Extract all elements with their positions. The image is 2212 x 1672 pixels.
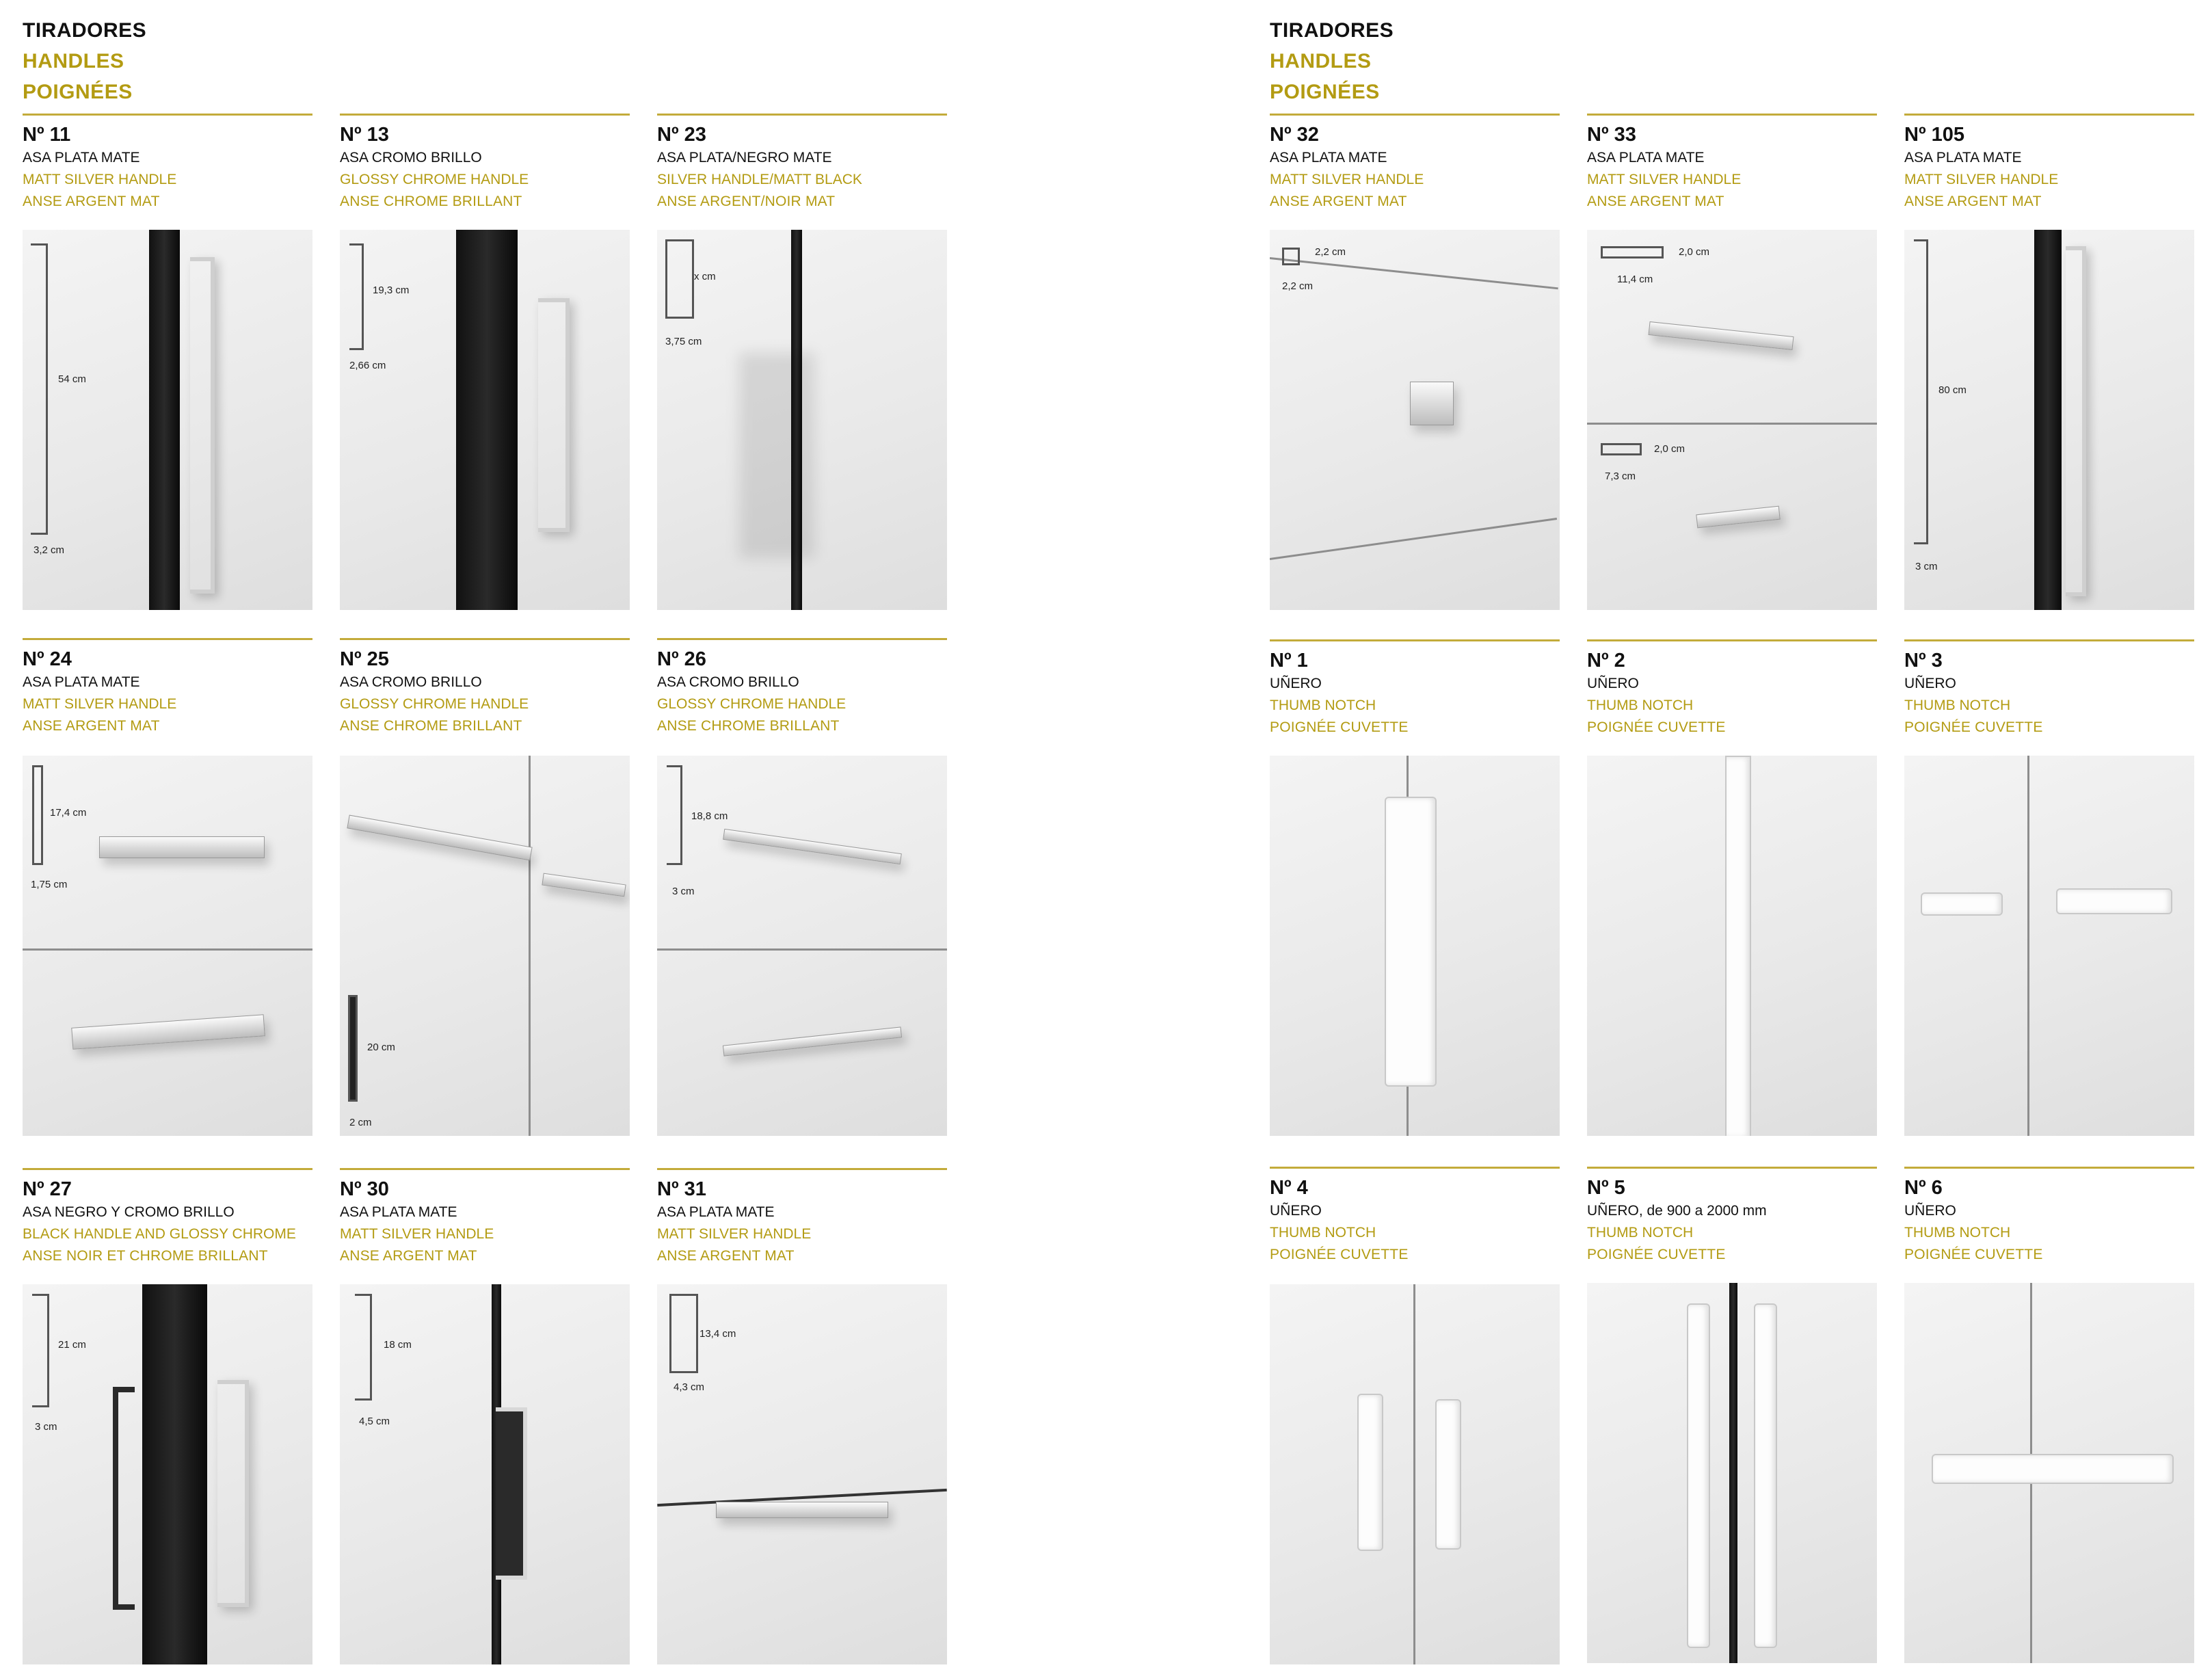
knob-illustration: [1410, 382, 1454, 425]
card-name-fr: POIGNÉE CUVETTE: [1270, 719, 1409, 735]
card-name-en: MATT SILVER HANDLE: [23, 696, 177, 712]
dimension-diagram: [1601, 443, 1642, 455]
card-name-fr: POIGNÉE CUVETTE: [1587, 1247, 1726, 1262]
left-header: [23, 15, 146, 107]
card-number: Nº 32: [1270, 124, 1319, 146]
card-number: Nº 33: [1587, 124, 1636, 146]
card-rule: [1587, 1167, 1877, 1169]
card-name-fr: ANSE NOIR ET CHROME BRILLANT: [23, 1248, 268, 1264]
card-rule: [1270, 639, 1560, 641]
card-rule: [657, 114, 947, 116]
card-n24: [23, 638, 312, 737]
dimension-diagram: [348, 995, 358, 1102]
card-number: Nº 5: [1587, 1177, 1625, 1199]
dim-length: 80 cm: [1938, 384, 1967, 396]
card-number: Nº 6: [1904, 1177, 1943, 1199]
dim-width: 4,3 cm: [674, 1381, 705, 1393]
glass-door-edge: [149, 230, 180, 610]
card-name-en: THUMB NOTCH: [1587, 698, 1694, 713]
photo-n32: [1270, 230, 1560, 610]
card-name-en: SILVER HANDLE/MATT BLACK: [657, 172, 862, 187]
header-fr: POIGNÉES: [1270, 81, 1380, 103]
dim-width: 4,5 cm: [359, 1416, 390, 1427]
dim-height-bottom: 2,0 cm: [1654, 443, 1685, 455]
dim-length: 18,8 cm: [691, 810, 728, 822]
dimension-diagram: [355, 1294, 372, 1401]
chrome-handle: [217, 1380, 249, 1607]
card-name-es: ASA PLATA MATE: [23, 150, 140, 165]
handle-illustration: [347, 815, 532, 861]
photo-n5: [1587, 1283, 1877, 1663]
photo-n13: [340, 230, 630, 610]
right-page: [1270, 0, 2212, 1672]
card-rule: [340, 1168, 630, 1170]
card-name-fr: POIGNÉE CUVETTE: [1904, 1247, 2043, 1262]
dimension-diagram: [349, 243, 364, 350]
dim-length: 19,3 cm: [373, 284, 410, 296]
card-rule: [657, 638, 947, 640]
handle-illustration: [99, 836, 265, 858]
header-en: HANDLES: [1270, 50, 1372, 72]
card-name-fr: ANSE ARGENT MAT: [1904, 194, 2042, 209]
handle-illustration: [496, 1407, 527, 1580]
drawer-seam: [23, 948, 312, 951]
dim-length: 13,4 cm: [699, 1328, 736, 1340]
thumb-notch: [1385, 797, 1437, 1087]
card-rule: [1270, 114, 1560, 116]
card-name-fr: POIGNÉE CUVETTE: [1904, 719, 2043, 735]
card-number: Nº 26: [657, 648, 706, 670]
card-name-en: THUMB NOTCH: [1904, 698, 2011, 713]
glass-door-edge: [142, 1284, 207, 1664]
card-name-en: GLOSSY CHROME HANDLE: [340, 696, 529, 712]
card-name-es: ASA PLATA/NEGRO MATE: [657, 150, 832, 165]
left-page: [23, 0, 994, 1672]
card-name-en: BLACK HANDLE AND GLOSSY CHROME: [23, 1226, 296, 1242]
thumb-notch: [1932, 1454, 2174, 1484]
dim-length-top: 11,4 cm: [1617, 274, 1653, 285]
card-name-fr: ANSE CHROME BRILLANT: [340, 194, 522, 209]
card-name-en: MATT SILVER HANDLE: [23, 172, 177, 187]
card-name-es: ASA PLATA MATE: [1587, 150, 1705, 165]
photo-n11: [23, 230, 312, 610]
dim-length: 54 cm: [58, 373, 86, 385]
card-number: Nº 2: [1587, 650, 1625, 672]
dim-width: 3,2 cm: [34, 544, 65, 556]
dim-width: 2,2 cm: [1282, 280, 1314, 292]
card-name-es: ASA CROMO BRILLO: [657, 674, 799, 690]
card-name-es: ASA NEGRO Y CROMO BRILLO: [23, 1204, 235, 1220]
glass-door-edge: [2034, 230, 2062, 610]
handle-illustration: [190, 257, 215, 594]
dimension-diagram: [31, 243, 48, 535]
thumb-notch: [1357, 1394, 1383, 1551]
card-name-fr: ANSE ARGENT MAT: [1270, 194, 1407, 209]
photo-n1: [1270, 756, 1560, 1136]
thumb-notch: [1687, 1303, 1710, 1648]
drawer-seam: [1270, 257, 1558, 289]
card-rule: [1270, 1167, 1560, 1169]
dim-width: 2,66 cm: [349, 360, 386, 371]
card-name-es: UÑERO, de 900 a 2000 mm: [1587, 1203, 1767, 1219]
card-n6: [1904, 1167, 2194, 1266]
black-handle: [113, 1387, 135, 1610]
dimension-diagram: [665, 239, 694, 319]
photo-n24: [23, 756, 312, 1136]
card-name-fr: ANSE ARGENT MAT: [23, 194, 160, 209]
card-n30: [340, 1168, 630, 1267]
card-n33: [1587, 114, 1877, 213]
thumb-notch: [1921, 892, 2003, 916]
card-n11: [23, 114, 312, 213]
card-name-en: THUMB NOTCH: [1270, 1225, 1376, 1240]
card-number: Nº 11: [23, 124, 71, 146]
card-name-es: ASA CROMO BRILLO: [340, 150, 482, 165]
dim-width: 3 cm: [35, 1421, 57, 1433]
drawer-seam: [657, 948, 947, 951]
card-name-en: MATT SILVER HANDLE: [1587, 172, 1742, 187]
handle-illustration: [723, 829, 902, 864]
handle-illustration: [2066, 246, 2086, 596]
photo-n6: [1904, 1283, 2194, 1663]
card-number: Nº 27: [23, 1178, 72, 1200]
door-gap: [1729, 1283, 1737, 1663]
thumb-notch: [1435, 1399, 1461, 1550]
card-name-es: ASA PLATA MATE: [1904, 150, 2022, 165]
card-name-es: ASA CROMO BRILLO: [340, 674, 482, 690]
card-number: Nº 30: [340, 1178, 389, 1200]
card-rule: [23, 638, 312, 640]
header-fr: POIGNÉES: [23, 81, 133, 103]
handle-illustration: [538, 298, 570, 532]
drawer-seam: [1270, 518, 1557, 560]
card-rule: [1587, 114, 1877, 116]
card-name-fr: ANSE CHROME BRILLANT: [340, 718, 522, 734]
dim-width: 3 cm: [672, 886, 695, 897]
card-n2: [1587, 639, 1877, 739]
dim-width: 3 cm: [1915, 561, 1938, 572]
card-rule: [23, 1168, 312, 1170]
dimension-diagram: [1601, 246, 1664, 258]
photo-n30: [340, 1284, 630, 1664]
handle-shadow: [739, 353, 814, 558]
card-name-fr: ANSE ARGENT MAT: [340, 1248, 477, 1264]
card-n23: [657, 114, 947, 213]
photo-n33: [1587, 230, 1877, 610]
card-number: Nº 1: [1270, 650, 1308, 672]
card-rule: [23, 114, 312, 116]
thumb-notch: [1754, 1303, 1777, 1648]
card-name-en: MATT SILVER HANDLE: [1904, 172, 2059, 187]
thumb-notch: [2056, 888, 2172, 914]
card-name-en: MATT SILVER HANDLE: [340, 1226, 494, 1242]
card-number: Nº 24: [23, 648, 72, 670]
header-en: HANDLES: [23, 50, 124, 72]
handle-illustration: [716, 1502, 888, 1518]
card-name-en: GLOSSY CHROME HANDLE: [657, 696, 847, 712]
card-name-fr: ANSE ARGENT MAT: [657, 1248, 795, 1264]
dim-length: 17,4 cm: [50, 807, 87, 819]
card-name-en: THUMB NOTCH: [1270, 698, 1376, 713]
handle-illustration: [723, 1026, 902, 1056]
photo-n27: [23, 1284, 312, 1664]
card-name-es: UÑERO: [1270, 676, 1322, 691]
header-es: TIRADORES: [1270, 19, 1394, 42]
card-n4: [1270, 1167, 1560, 1266]
door-seam: [2027, 756, 2029, 1136]
glass-door-edge: [456, 230, 518, 610]
dim-length: x cm: [694, 271, 716, 282]
handle-illustration: [1649, 321, 1794, 350]
photo-n31: [657, 1284, 947, 1664]
card-number: Nº 13: [340, 124, 389, 146]
card-n1: [1270, 639, 1560, 739]
dim-width: 2 cm: [349, 1117, 372, 1128]
card-name-fr: ANSE ARGENT MAT: [23, 718, 160, 734]
photo-n23: [657, 230, 947, 610]
card-n27: [23, 1168, 312, 1267]
dim-height-top: 2,0 cm: [1679, 246, 1710, 258]
card-number: Nº 25: [340, 648, 389, 670]
card-name-fr: POIGNÉE CUVETTE: [1587, 719, 1726, 735]
photo-n2: [1587, 756, 1877, 1136]
card-number: Nº 23: [657, 124, 706, 146]
card-rule: [1904, 639, 2194, 641]
card-name-es: UÑERO: [1587, 676, 1639, 691]
card-number: Nº 3: [1904, 650, 1943, 672]
card-name-es: ASA PLATA MATE: [340, 1204, 457, 1220]
card-name-es: UÑERO: [1270, 1203, 1322, 1219]
dimension-diagram: [1914, 239, 1928, 544]
card-name-es: ASA PLATA MATE: [1270, 150, 1387, 165]
card-number: Nº 105: [1904, 124, 1964, 146]
card-rule: [340, 638, 630, 640]
door-seam: [529, 756, 531, 1136]
dim-height: 2,2 cm: [1315, 246, 1346, 258]
card-rule: [1904, 114, 2194, 116]
dimension-diagram: [32, 765, 43, 865]
dimension-diagram: [1282, 248, 1300, 265]
dimension-diagram: [667, 765, 682, 865]
handle-illustration: [1696, 506, 1780, 529]
dimension-diagram: [669, 1294, 698, 1373]
card-name-es: ASA PLATA MATE: [23, 674, 140, 690]
dimension-diagram: [32, 1294, 49, 1407]
card-n105: [1904, 114, 2194, 213]
photo-n4: [1270, 1284, 1560, 1664]
header-es: TIRADORES: [23, 19, 147, 42]
card-name-en: GLOSSY CHROME HANDLE: [340, 172, 529, 187]
card-name-fr: ANSE CHROME BRILLANT: [657, 718, 840, 734]
card-rule: [657, 1168, 947, 1170]
card-n13: [340, 114, 630, 213]
card-n3: [1904, 639, 2194, 739]
dim-length-bottom: 7,3 cm: [1605, 470, 1636, 482]
dim-length: 21 cm: [58, 1339, 86, 1351]
drawer-seam: [1587, 423, 1877, 425]
card-n31: [657, 1168, 947, 1267]
dim-length: 20 cm: [367, 1041, 395, 1053]
card-n32: [1270, 114, 1560, 213]
card-name-es: UÑERO: [1904, 1203, 1956, 1219]
card-name-en: THUMB NOTCH: [1904, 1225, 2011, 1240]
card-name-en: THUMB NOTCH: [1587, 1225, 1694, 1240]
card-rule: [340, 114, 630, 116]
card-number: Nº 31: [657, 1178, 706, 1200]
dim-width: 1,75 cm: [31, 879, 68, 890]
card-n25: [340, 638, 630, 737]
dim-length: 18 cm: [384, 1339, 412, 1351]
card-number: Nº 4: [1270, 1177, 1308, 1199]
card-name-en: MATT SILVER HANDLE: [1270, 172, 1424, 187]
card-name-fr: POIGNÉE CUVETTE: [1270, 1247, 1409, 1262]
handle-illustration: [542, 873, 626, 897]
photo-n26: [657, 756, 947, 1136]
right-header: [1270, 15, 1394, 107]
photo-n105: [1904, 230, 2194, 610]
card-n5: [1587, 1167, 1877, 1266]
handle-illustration: [71, 1014, 265, 1050]
card-name-en: MATT SILVER HANDLE: [657, 1226, 812, 1242]
card-name-es: ASA PLATA MATE: [657, 1204, 775, 1220]
door-seam: [1413, 1284, 1415, 1664]
dim-width: 3,75 cm: [665, 336, 702, 347]
card-n26: [657, 638, 947, 737]
photo-n25: [340, 756, 630, 1136]
card-name-es: UÑERO: [1904, 676, 1956, 691]
card-name-fr: ANSE ARGENT/NOIR MAT: [657, 194, 836, 209]
card-rule: [1904, 1167, 2194, 1169]
thumb-notch: [1725, 756, 1751, 1136]
card-rule: [1587, 639, 1877, 641]
photo-n3: [1904, 756, 2194, 1136]
card-name-fr: ANSE ARGENT MAT: [1587, 194, 1724, 209]
